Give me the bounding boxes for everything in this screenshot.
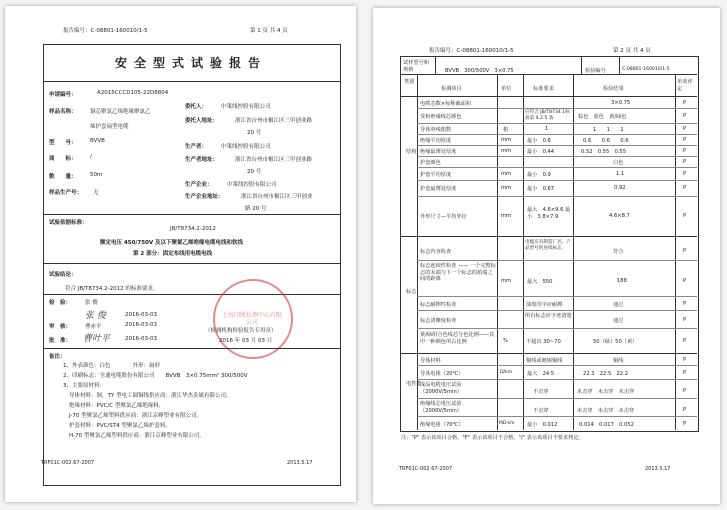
row-verdict: P xyxy=(683,148,687,154)
row-verdict: P xyxy=(683,317,687,323)
row-item: 绝缘电阻（70℃） xyxy=(420,422,464,428)
remark-8: H-70 型聚氯乙烯塑料供应商：浙江京峰塑业有限公司。 xyxy=(69,433,205,439)
row-verdict: P xyxy=(683,407,687,413)
row-requirement: 不击穿 xyxy=(533,408,549,414)
check-no-value: C-08801-160010/1-5 xyxy=(622,67,670,72)
row-item: 护套平均厚度 xyxy=(420,172,452,178)
client-address-line2: 20 号 xyxy=(247,130,262,136)
row-requirement: 最小 0.9 xyxy=(527,172,551,178)
row-verdict: P xyxy=(683,388,687,394)
row-requirement: 最小 0.6 xyxy=(527,138,551,144)
remark-1: 1、外表颜色：白色 外形：扁形 xyxy=(63,363,161,369)
row-verdict: P xyxy=(683,248,687,254)
report-number: 报告编号：C-08801-160010/1-5 xyxy=(63,28,148,34)
row-requirement: 最小 0.67 xyxy=(527,186,555,192)
client-address-label: 委托人地址： xyxy=(185,118,219,124)
row-unit: mm xyxy=(501,171,512,177)
remark-6: J-70 型聚氯乙烯塑料供应商：浙江京峰塑业有限公司。 xyxy=(69,413,203,419)
footer-form-no: TRF01C-002.67-2007 xyxy=(41,460,95,466)
client-value: 中策线控股有限公司 xyxy=(221,104,271,110)
maker-address-line1: 浙江省台州市椒江区三甲创业路 xyxy=(235,157,313,163)
row-item: 绝缘平均厚度 xyxy=(420,138,452,144)
application-no: A2015CCCD105-22D8804 xyxy=(97,90,169,96)
row-result: 0.52 0.55 0.55 xyxy=(581,149,627,155)
maker-address-label: 生产者地址： xyxy=(185,157,219,163)
client-address-line1: 浙江省台州市椒江区三甲创业路 xyxy=(235,118,313,124)
row-requirement: 最小 0.44 xyxy=(527,149,555,155)
standard-title-line2: 第 2 部分：固定布线用电缆电线 xyxy=(133,251,213,257)
row-item: 绝缘最薄处厚度 xyxy=(420,149,457,155)
remark-5: 绝缘材料：PVC/C 型聚氯乙烯绝缘料， xyxy=(69,403,165,409)
row-verdict: P xyxy=(683,338,687,344)
row-result: 188 xyxy=(617,278,627,284)
row-result: 符合 xyxy=(613,249,624,255)
row-item: 护套最薄处厚度 xyxy=(420,186,457,192)
checker-name: 张 俊 xyxy=(85,300,98,306)
row-unit: mm xyxy=(501,213,512,219)
report-page-1 xyxy=(5,6,356,502)
check-no-label: 检验编号 xyxy=(585,68,606,74)
footer-date-2: 2013.5.17 xyxy=(645,466,671,472)
row-result: 1.1 xyxy=(616,171,625,177)
model-value: BVVB xyxy=(90,138,105,144)
row-requirement: 不击穿 xyxy=(533,389,549,395)
header-verdict: 单项评定 xyxy=(677,79,693,92)
remark-2: 2、印刷标志：全通电缆股份有限公司 BVVB 3×0.75mm² 300/500V xyxy=(63,373,248,379)
remark-4: 导体材料：铜，TY 型电工圆铜线供应商：浙江华杰金属有限公司。 xyxy=(69,393,232,399)
brand-label: 商 标： xyxy=(49,156,77,162)
row-item: 外形尺寸—平均外径 xyxy=(420,214,467,220)
factory-address-line1: 浙江省台州市椒江区三甲创业 xyxy=(241,194,313,200)
seal-date: 2016 年 03 月 03 日 xyxy=(219,338,273,344)
row-requirement: 最大 550 xyxy=(527,279,553,285)
report-number-2: 报告编号：C-08801-160010/1-5 xyxy=(429,48,514,54)
row-item: 导体电阻（20℃） xyxy=(420,371,464,377)
row-verdict: P xyxy=(683,370,687,376)
page-indicator-2: 第 2 页 共 4 页 xyxy=(613,48,651,54)
sample-name-label: 样品名称： xyxy=(49,109,77,115)
approver-label: 批 准： xyxy=(49,338,72,344)
remarks-label: 备注： xyxy=(49,354,66,360)
reviewer-date: 2016-03-03 xyxy=(125,322,157,328)
row-unit: mm xyxy=(501,185,512,191)
row-result: 铜线 xyxy=(613,358,624,364)
row-requirement: 不超出 30~70 xyxy=(526,339,561,345)
quantity-label: 数 量： xyxy=(49,174,77,180)
checker-date: 2016-03-03 xyxy=(125,312,157,318)
remark-7: 护套材料：PVC/ST4 型聚氯乙烯护套料， xyxy=(69,423,171,429)
row-result: 0.014 0.017 0.052 xyxy=(579,422,634,428)
approver-signature: 曹叶平 xyxy=(83,334,111,344)
row-item: 护套颜色 xyxy=(420,160,441,166)
row-result: 未击穿 未击穿 未击穿 xyxy=(577,408,635,414)
row-result: 未击穿 未击穿 未击穿 xyxy=(577,389,635,395)
page-indicator: 第 1 页 共 4 页 xyxy=(250,28,288,34)
client-label: 委托人： xyxy=(185,104,208,110)
category-structure-1: 结构 xyxy=(406,149,417,155)
standard-number: JB/T8734.2-2012 xyxy=(170,226,216,232)
maker-address-line2: 20 号 xyxy=(247,169,262,175)
sample-name-line2: 烯护套扁型电缆 xyxy=(90,124,129,130)
row-verdict: P xyxy=(683,126,687,132)
row-result: 3×0.75 xyxy=(611,100,631,106)
checker-label: 检 验： xyxy=(49,300,72,306)
row-unit: Ω/km xyxy=(500,370,513,375)
maker-label: 生产者： xyxy=(185,144,208,150)
row-requirement: 铜线或镀锡铜线 xyxy=(526,358,563,364)
row-item: 标志清晰度检查 xyxy=(420,318,457,324)
header-requirement: 标准要求 xyxy=(533,86,554,92)
factory-value: 中策线控股有限公司 xyxy=(227,182,277,188)
row-requirement: 最大 4.6×9.6 最小 3.8×7.9 xyxy=(527,207,571,220)
row-verdict: P xyxy=(683,278,687,284)
factory-address-line2: 路 20 号 xyxy=(245,206,267,212)
row-item: 标志内容检查 xyxy=(420,249,452,255)
row-item: 标志耐擦性检查 xyxy=(420,302,457,308)
maker-value: 中策线控股有限公司 xyxy=(221,144,271,150)
row-verdict: P xyxy=(683,171,687,177)
row-item: 受检绝缘线芯颜色 xyxy=(420,114,462,120)
row-requirement: 应符合 JB/T8734.1标准第 4.2.5 条 xyxy=(525,110,570,121)
row-item: 电缆芯数×标称截面积 xyxy=(420,101,472,107)
row-item: 导体材料 xyxy=(420,358,441,364)
row-item: 标志连续性检查 —— 一个完整标志的末端与下一个标志的始端之间的距离 xyxy=(420,263,496,282)
row-item: 绝缘线芯电压试验（2000V/5min） xyxy=(420,401,462,414)
row-result: 0.6 0.6 0.6 xyxy=(583,138,629,144)
row-requirement: 最小 0.012 xyxy=(527,422,558,428)
conclusion-text: 符合 JB/T8734.2-2012 的标准要求。 xyxy=(65,286,159,292)
reviewer-label: 审 核： xyxy=(49,324,72,330)
seal-text: 上海国缆检测中心有限公司 xyxy=(221,312,282,326)
category-marking: 标志 xyxy=(406,289,417,295)
row-item: 导体单线根数 xyxy=(420,127,452,133)
row-result: 0.92 xyxy=(614,185,626,191)
row-unit: 根 xyxy=(503,127,509,133)
page-title: 安全型式试验报告 xyxy=(115,56,268,70)
row-verdict: P xyxy=(683,421,687,427)
sample-no-label: 样品生产号： xyxy=(49,190,83,196)
footer-form-no-2: TRF01C-002.67-2007 xyxy=(399,466,453,472)
approver-date: 2016-03-03 xyxy=(125,336,157,342)
quantity-value: 50m xyxy=(90,172,103,178)
brand-value: / xyxy=(90,154,92,160)
row-verdict: P xyxy=(683,159,687,165)
row-requirement: 1 xyxy=(545,126,549,132)
row-unit: % xyxy=(503,338,508,344)
row-requirement: 电缆应有制造厂名、产品型号的连续标志 xyxy=(525,240,571,251)
model-label-2: 试样型号和规格 xyxy=(403,60,429,73)
row-result: 通过 xyxy=(613,318,624,324)
row-result: 棕色 蓝色 黄/绿色 xyxy=(578,114,627,120)
application-no-label: 申请编号： xyxy=(49,92,77,98)
row-verdict: P xyxy=(683,137,687,143)
row-verdict: P xyxy=(683,100,687,106)
standard-label: 试验依据标准： xyxy=(49,220,88,226)
row-unit: mm xyxy=(501,278,512,284)
factory-address-label: 生产企业地址： xyxy=(185,194,224,200)
row-unit: mm xyxy=(501,137,512,143)
verdict-note: 注："P" 表示该项目合格，"F" 表示该项目不合格，"/" 表示该项目不要求判定。 xyxy=(401,435,584,441)
header-item: 检测项目 xyxy=(441,86,462,92)
row-verdict: P xyxy=(683,357,687,363)
report-page-2 xyxy=(373,8,720,504)
row-result: 50（绿）50（黄） xyxy=(593,339,638,345)
row-result: 白色 xyxy=(613,160,624,166)
report-frame xyxy=(43,44,341,486)
header-unit: 单位 xyxy=(501,86,512,92)
row-verdict: P xyxy=(683,213,687,219)
model-value-2: BVVB 300/500V 3×0.75 xyxy=(445,68,514,74)
checker-signature: 张 俊 xyxy=(85,311,106,321)
model-label: 型 号： xyxy=(49,140,77,146)
row-verdict: P xyxy=(683,185,687,191)
reviewer-name: 曹赤平 xyxy=(85,324,102,330)
seal-caption: （检测机构检验报告专用章） xyxy=(205,328,277,334)
row-requirement: 所有标志应字迹清楚 xyxy=(525,313,572,319)
row-unit: MΩ·km xyxy=(499,421,515,426)
row-result: 22.3 22.5 22.2 xyxy=(583,371,629,377)
row-requirement: 油墨印字应耐擦 xyxy=(526,302,563,308)
row-requirement: 最大 24.5 xyxy=(527,371,555,377)
row-item: 成品电缆电压试验（2000V/5min） xyxy=(420,382,462,395)
row-result: 通过 xyxy=(613,302,624,308)
row-result: 4.6×8.7 xyxy=(609,213,630,219)
sample-name-line1: 铜芯聚氯乙烯绝缘聚氯乙 xyxy=(90,109,151,115)
row-item: 黄/绿组合色线芯分色比例——其中一种颜色所占比例 xyxy=(420,332,495,345)
header-category: 类别 xyxy=(404,79,415,85)
sample-no-value: 无 xyxy=(93,190,99,196)
row-unit: mm xyxy=(501,148,512,154)
footer-date: 2013.5.17 xyxy=(287,460,313,466)
factory-label: 生产企业： xyxy=(185,182,213,188)
row-result: 1 1 1 xyxy=(593,127,624,133)
header-result: 检验结果 xyxy=(603,86,624,92)
standard-title-line1: 额定电压 450/750V 及以下聚氯乙烯绝缘电缆电线和软线 xyxy=(100,240,244,246)
conclusion-label: 试验结论： xyxy=(49,272,77,278)
remark-3: 3、主要原材料： xyxy=(63,383,105,389)
category-electrical: 电性能 xyxy=(406,381,422,387)
row-verdict: P xyxy=(683,113,687,119)
row-verdict: P xyxy=(683,301,687,307)
